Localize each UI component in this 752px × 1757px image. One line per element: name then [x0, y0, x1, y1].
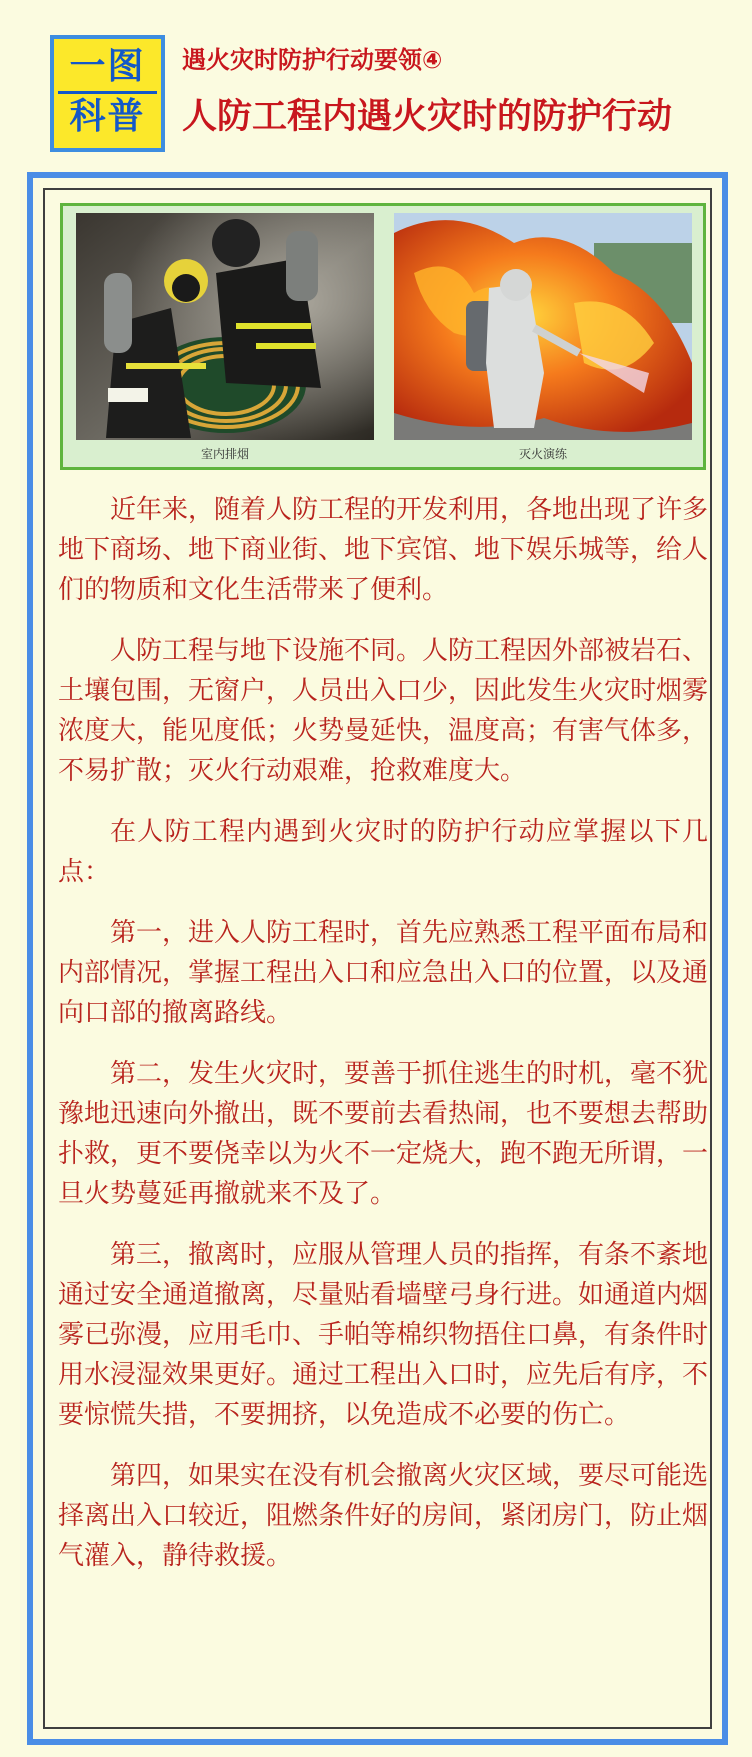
paragraph-intro: 近年来，随着人防工程的开发利用，各地出现了许多地下商场、地下商业街、地下宾馆、地下娱乐城等，给人们的物质和文化生活带来了便利。 [58, 495, 709, 605]
series-subtitle: 遇火灾时防护行动要领④ [182, 46, 443, 74]
paragraph-point-2: 第二，发生火灾时，要善于抓住逃生的时机，毫不犹豫地迅速向外撤出，既不要前去看热闹，也不要想去帮助扑救，更不要侥幸以为火不一定烧大，跑不跑无所谓，一旦火势蔓延再撤就来不及了。 [58, 1059, 709, 1209]
paragraph-key-points: 在人防工程内遇到火灾时的防护行动应掌握以下几点： [58, 817, 708, 887]
smoke-exhaust-photo [76, 213, 374, 440]
paragraph-point-1: 第一，进入人防工程时，首先应熟悉工程平面布局和内部情况，掌握工程出入口和应急出入口的位置，以及通向口部的撤离路线。 [58, 918, 709, 1028]
page-title: 人防工程内遇火灾时的防护行动 [182, 97, 673, 137]
logo-divider [58, 91, 157, 94]
logo-badge [50, 35, 165, 152]
content-frame [27, 172, 728, 1745]
photo-panel [60, 203, 706, 470]
paragraph-point-4: 第四，如果实在没有机会撤离火灾区域，要尽可能选择离出入口较近，阻燃条件好的房间，紧闭房门，防止烟气灌入，静待救援。 [58, 1461, 709, 1571]
article-body [58, 490, 708, 1597]
photo-caption-right: 灭火演练 [518, 447, 567, 461]
paragraph-point-3: 第三，撤离时，应服从管理人员的指挥，有条不紊地通过安全通道撤离，尽量贴看墙壁弓身行进。如通道内烟雾已弥漫，应用毛巾、手帕等棉织物捂住口鼻，有条件时用水浸湿效果更好。通过工程出入口时，应先后有序，不要惊慌失措，不要拥挤，以免造成不必要的伤亡。 [58, 1240, 709, 1430]
logo-bottom-text: 科普 [69, 96, 146, 137]
paragraph-difference: 人防工程与地下设施不同。人防工程因外部被岩石、土壤包围，无窗户，人员出入口少，因此发生火灾时烟雾浓度大，能见度低；火势曼延快，温度高；有害气体多，不易扩散；灭火行动艰难，抢救难度大。 [58, 636, 709, 786]
logo-top-text: 一图 [69, 46, 146, 87]
photo-caption-left: 室内排烟 [200, 447, 249, 461]
content-inner-frame [43, 188, 712, 1729]
fire-drill-photo [394, 213, 692, 440]
